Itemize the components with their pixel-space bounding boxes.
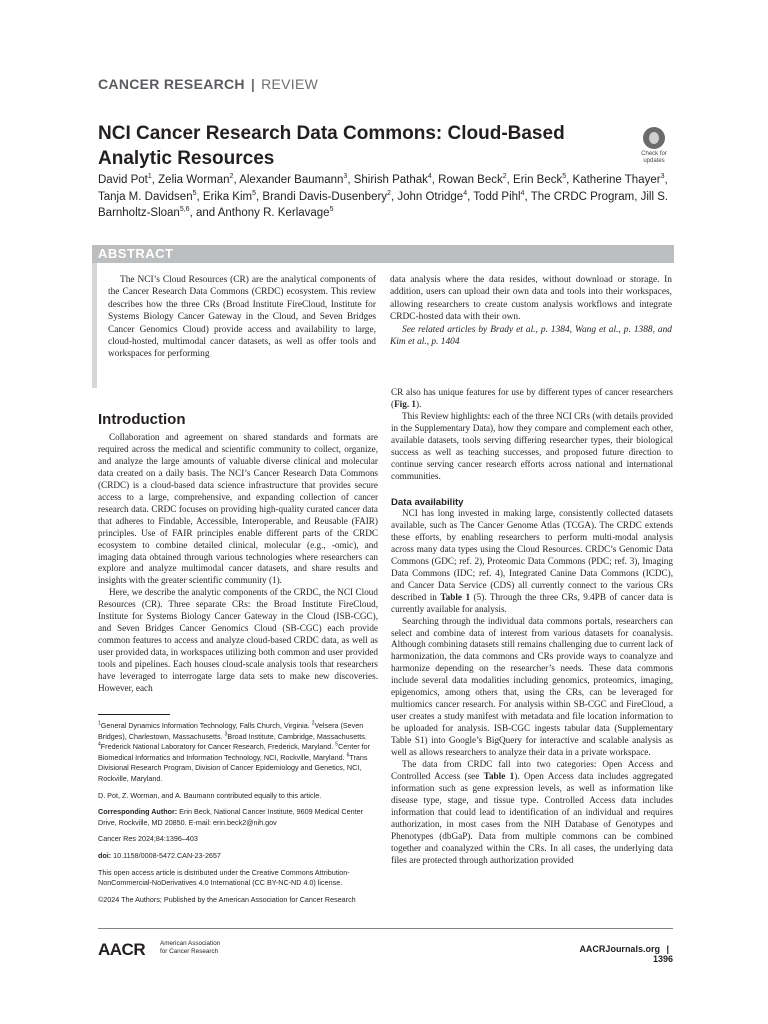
doi[interactable]: doi: 10.1158/0008-5472.CAN-23-2657 bbox=[98, 850, 221, 860]
corresponding-author: Corresponding Author: Erin Beck, National Cancer Institute, 9609 Medical Center Drive, Rockville, MD 20850. E-mail: erin.beck2@nih.gov bbox=[98, 807, 363, 827]
author-affiliation-marker: 3 bbox=[660, 173, 665, 181]
author-name: Shirish Pathak bbox=[353, 174, 428, 186]
see-related-articles[interactable]: See related articles by Brady et al., p. 1384, Wang et al., p. 1388, and Kim et al., p. 1404 bbox=[390, 324, 672, 348]
right-column-top bbox=[391, 387, 673, 483]
author-list: David Pot$^1$, Zelia Worman$^2$, Alexander Baumann$^3$, Shirish Pathak$^4$, Rowan Beck$^2$, Erin Beck$^5$, Katherine Thayer$^3$, Tanja M. Davidsen$^5$, Erika Kim$^5$, Brandi Davis-Dusenbery$^2$, John Otridge$^4$, Todd Pihl$^4$, The CRDC Program, Jill S. Barnholtz-Sloan$^{5,6}$, and Anthony R. Kerlavage$^5$ bbox=[98, 173, 669, 219]
author-name: Rowan Beck bbox=[438, 174, 503, 186]
author-name: Anthony R. Kerlavage bbox=[217, 207, 330, 219]
author-name: Tanja M. Davidsen bbox=[98, 190, 193, 203]
check-for-updates-badge[interactable] bbox=[636, 127, 672, 165]
abstract-text-col2 bbox=[390, 274, 672, 348]
check-updates-label: Check for updates bbox=[641, 151, 667, 164]
author-name: David Pot bbox=[98, 174, 148, 186]
author-affiliation-marker: 2 bbox=[387, 189, 391, 197]
author-affiliation-marker: 2 bbox=[502, 173, 507, 181]
footnote-rule bbox=[98, 714, 170, 715]
author-name: Erin Beck bbox=[513, 174, 563, 186]
author-affiliation-marker: 5 bbox=[192, 189, 197, 197]
data-availability-paragraph-2: Searching through the individual data commons portals, researchers can select and combine data of interest from various datasets for coanalysis. Although combining datasets still remains challenging due to current lack of harmonization, the data commons and CRs provide ways to coanalyze and harmonize depending on the researcher’s needs. These data commons include several data modalities including genomics, proteomics, imaging, epigenomics, among others that, using the CRs, can be leveraged for multiomics cancer research. For analysis within SB-CGC and FireCloud, a user creates a study manifest with metadata and file location information to be uploaded for analysis. ISB-CGC ingests tabular data (Supplementary Table S1) into Google’s BigQuery for interactive and scalable analysis as well as allows researchers to analyze their data in a private workspace. bbox=[391, 615, 673, 758]
aacr-logo-subtitle: American Association for Cancer Research bbox=[160, 940, 221, 955]
header-separator: | bbox=[250, 76, 256, 92]
page-separator: | bbox=[666, 944, 669, 954]
affiliation-text: Frederick National Laboratory for Cancer Research, Frederick, Maryland. bbox=[100, 742, 336, 752]
review-highlights-paragraph: This Review highlights: each of the three NCI CRs (with details provided in the Supplementary Data), how they compare and complement each other, available datasets, tools serving differing researcher types, their biological success as well as teaching successes, and proposed future direction to continue serving cancer research efforts across national and international communities. bbox=[391, 410, 673, 481]
abstract-text-col1: The NCI’s Cloud Resources (CR) are the analytical components of the Cancer Research Data Commons (CRDC) ecosystem. This review describes how the three CRs (Broad Institute FireCloud, Institute for Systems Biology Cancer Gateway in the Cloud, and Seven Bridges Cancer Genomics Cloud) provide access and availability to large, cloud-hosted, multimodal cancer datasets, as well as offer tools and workspaces for performing bbox=[108, 275, 376, 360]
equal-contribution-note: D. Pot, Z. Worman, and A. Baumann contributed equally to this article. bbox=[98, 790, 322, 800]
copyright-note: ©2024 The Authors; Published by the American Association for Cancer Research bbox=[98, 894, 356, 904]
author-name: Jill S. Barnholtz-Sloan bbox=[98, 190, 669, 219]
author-affiliation-marker: 5 bbox=[562, 173, 567, 181]
affiliation-text: Center for Biomedical Informatics and Information Technology, NCI, Rockville, Maryland. bbox=[98, 742, 371, 762]
page-info bbox=[563, 944, 673, 964]
author-affiliation-marker: 4 bbox=[520, 189, 525, 197]
author-affiliation-marker: 5,6 bbox=[179, 206, 190, 214]
author-name: Brandi Davis-Dusenbery bbox=[262, 190, 388, 203]
affiliation-number: 1 bbox=[98, 720, 101, 727]
author-name: Alexander Baumann bbox=[239, 174, 344, 186]
abstract-side-rule bbox=[92, 263, 97, 388]
author-affiliation-marker: 1 bbox=[147, 173, 152, 181]
data-availability-heading: Data availability bbox=[391, 497, 464, 508]
author-affiliation-marker: 4 bbox=[463, 189, 468, 197]
affiliation-text: General Dynamics Information Technology, Falls Church, Virginia. bbox=[100, 721, 312, 730]
data-availability-paragraph-1: NCI has long invested in making large, consistently collected datasets available, such as The Cancer Genome Atlas (TCGA). The CRDC extends these efforts, by enabling researchers to perform multi-modal analysis across many data types using the Cloud Resources. CRDC’s Genomic Data Commons (GDC; ref. 2), Proteomic Data Commons (PDC; ref. 3), Imaging Data Commons (IDC; ref. 4), Integrated Canine Data Commons (ICDC), and Cancer Data Service (CDS) all currently connect to the various CRs described in Table 1 (5). Through the three CRs, 9.4PB of cancer data is currently available for analysis. bbox=[391, 508, 673, 614]
abstract-text-col2-body: data analysis where the data resides, without download or storage. In addition, users can upload their own data and tools into their workspaces, allowing researchers to create custom analysis workflows and integrate CRDC-hosted data with their own. bbox=[390, 275, 672, 323]
author-name: Todd Pihl bbox=[473, 190, 521, 203]
table-1-link[interactable]: Table 1 bbox=[440, 591, 471, 602]
aacr-logo: AACR bbox=[98, 940, 146, 959]
affiliation-number: 3 bbox=[224, 731, 228, 738]
article-type: REVIEW bbox=[261, 76, 319, 92]
journal-citation: Cancer Res 2024;84:1396–403 bbox=[98, 834, 198, 844]
affiliations bbox=[98, 721, 379, 785]
author-affiliation-marker: 2 bbox=[229, 173, 234, 181]
affiliation-text: Velsera (Seven Bridges), Charlestown, Massachusetts. bbox=[98, 721, 364, 741]
author-affiliation-marker: 5 bbox=[329, 206, 334, 214]
article-title: NCI Cancer Research Data Commons: Cloud-Based Analytic Resources bbox=[98, 123, 565, 169]
affiliation-number: 6 bbox=[346, 752, 350, 759]
author-name: Erika Kim bbox=[202, 190, 253, 203]
journal-site-link[interactable]: AACRJournals.org bbox=[579, 944, 660, 954]
abstract-heading: ABSTRACT bbox=[98, 246, 174, 261]
introduction-column bbox=[98, 432, 378, 695]
intro-continuation: CR also has unique features for use by different types of cancer researchers (Fig. 1). bbox=[391, 387, 673, 409]
intro-paragraph-2: Here, we describe the analytic components of the CRDC, the NCI Cloud Resources (CR). Three separate CRs: the Broad Institute FireCloud, Institute for Systems Biology Cancer Gateway in the Cloud (ISB-CGC), and Seven Bridges Cancer Genomics Cloud (SB-CGC) each provide common features to access and analyze cloud-based CRDC data, as well as user provided data, in workspaces utilizing both common and user provided tools and pipelines. Each houses cloud-scale analysis tools that researchers have leveraged to interrogate large data sets to make new discoveries. However, each bbox=[98, 587, 378, 694]
author-affiliation-marker: 5 bbox=[252, 189, 257, 197]
check-updates-icon bbox=[643, 127, 665, 149]
author-affiliation-marker: 4 bbox=[427, 173, 432, 181]
affiliation-number: 5 bbox=[335, 741, 339, 748]
author-name: The CRDC Program bbox=[530, 190, 635, 203]
author-name: Katherine Thayer bbox=[572, 174, 661, 186]
affiliation-text: Trans Divisional Research Program, Division of Cancer Epidemiology and Genetics, NCI, Rockville, Maryland. bbox=[98, 752, 368, 783]
license-note: This open access article is distributed under the Creative Commons Attribution-NonCommercial-NoDerivatives 4.0 International (CC BY-NC-ND 4.0) license. bbox=[98, 867, 350, 888]
author-name: Zelia Worman bbox=[158, 174, 230, 186]
footer-rule bbox=[98, 928, 673, 929]
author-name: John Otridge bbox=[397, 190, 464, 203]
affiliation-number: 4 bbox=[98, 741, 101, 748]
journal-header bbox=[98, 76, 318, 92]
journal-name: CANCER RESEARCH bbox=[98, 76, 245, 92]
affiliation-number: 2 bbox=[311, 720, 315, 727]
data-availability-section bbox=[391, 508, 673, 867]
introduction-heading: Introduction bbox=[98, 411, 186, 428]
footnotes bbox=[98, 721, 379, 911]
author-affiliation-marker: 3 bbox=[343, 173, 348, 181]
data-availability-paragraph-3: The data from CRDC fall into two categories: Open Access and Controlled Access (see Table 1). Open Access data includes aggregated information such as gene expression levels, as well as information like disease type, stage, and tissue type. Controlled Access data includes information that could lead to identification of an individual and requires authorization, in most cases from the NIH Database of Genotypes and Phenotypes (dbGaP). Data from multiple commons can be combined together and coanalyzed within the CRs. In all cases, the underlying data files are protected through authorization provided bbox=[391, 759, 673, 865]
page-number: 1396 bbox=[652, 954, 673, 964]
figure-1-link[interactable]: Fig. 1 bbox=[394, 398, 417, 409]
affiliation-text: Broad Institute, Cambridge, Massachusetts. bbox=[227, 731, 367, 741]
abstract-heading-bar bbox=[92, 245, 674, 263]
intro-paragraph-1: Collaboration and agreement on shared standards and formats are required across the medical and scientific community to collect, organize, and analyze the large amounts of valuable diverse clinical and molecular data created on a daily basis. The NCI’s Cancer Research Data Commons (CRDC) is a cloud-based data science infrastructure that provides secure access to a large, comprehensive, and expanding collection of cancer research data. CRDC focuses on providing high-quality curated cancer data that adheres to Findable, Accessible, Interoperable, and Reusable (FAIR) principles. Use of FAIR principles enable different parts of the CRDC ecosystem to combine detailed clinical, molecular (e.g., -omic), and imaging data obtained through various technologies where researchers can explore and analyze multimodal cancer datasets, and share results and insights with the greater scientific community (1). bbox=[98, 432, 378, 586]
table-1-link-2[interactable]: Table 1 bbox=[483, 770, 515, 781]
